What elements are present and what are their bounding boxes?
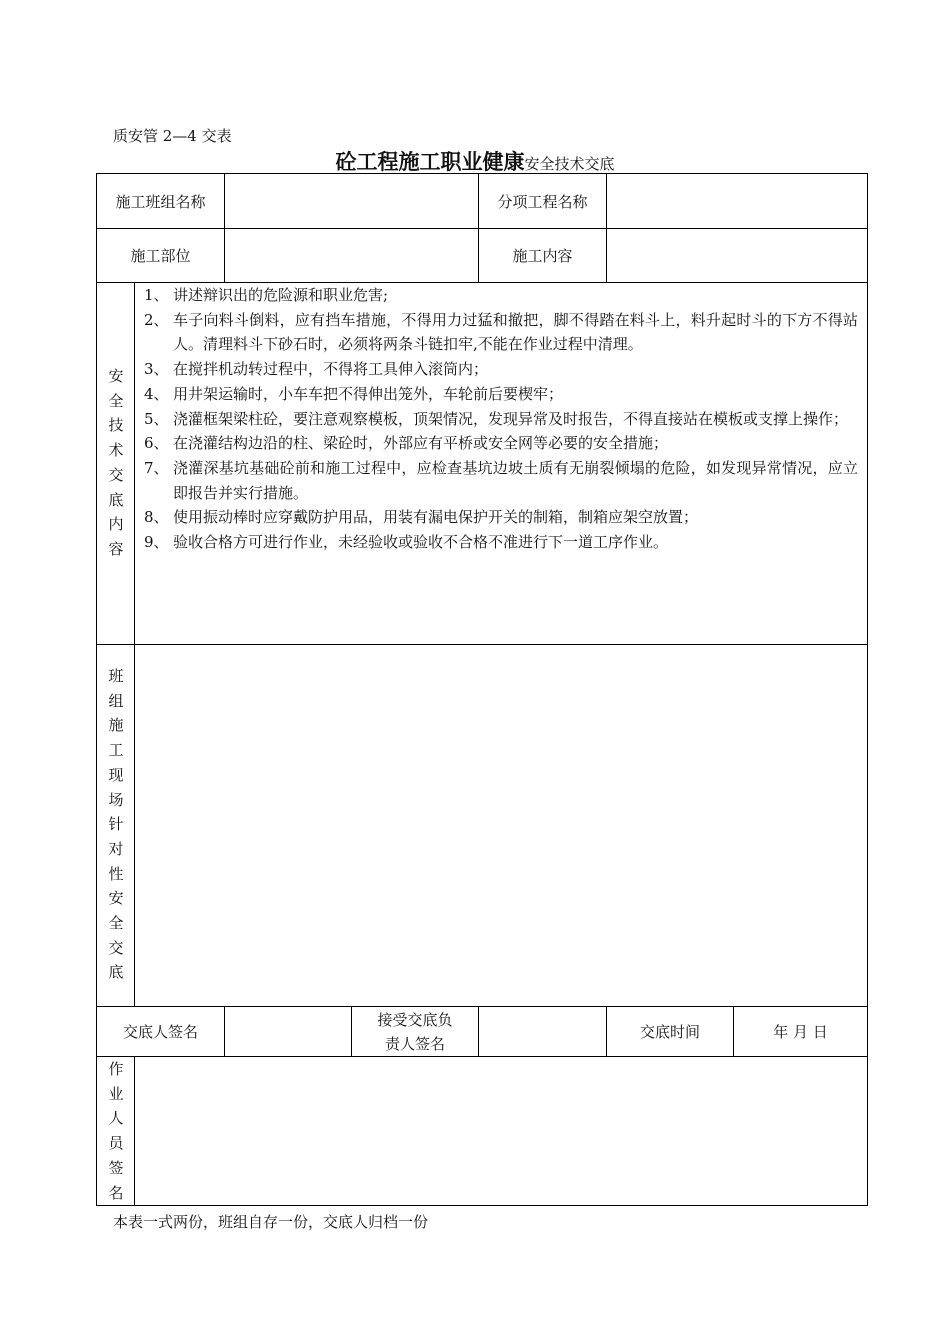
label-char: 底 [108,490,124,509]
item-number: 6、 [144,434,169,453]
label-char: 施 [108,716,124,735]
item-number: 4、 [144,384,169,403]
list-item [144,308,858,357]
label-char: 人 [108,1109,124,1128]
item-number: 7、 [144,458,169,477]
label-char: 工 [108,741,124,760]
label-char: 作 [108,1060,124,1078]
presenter-signature-field[interactable] [225,1007,351,1056]
label-char: 交 [108,938,124,957]
label-char: 组 [108,691,124,710]
item-number: 2、 [144,310,169,329]
receiver-label-line1: 接受交底负 [377,1010,453,1029]
handover-time-label: 交底时间 [639,1023,700,1041]
handover-date-field[interactable]: 年 月 日 [773,1023,828,1041]
site-specific-label [97,664,135,985]
item-number: 3、 [144,360,169,379]
list-item [144,382,858,407]
work-content-label: 施工内容 [512,247,573,265]
item-text: 验收合格方可进行作业，未经验收或验收不合格不准进行下一道工序作业。 [173,533,669,552]
label-char: 班 [108,667,124,685]
label-char: 全 [108,391,124,410]
list-item [144,283,858,308]
title-suffix: 安全技术交底 [524,155,615,173]
item-text: 用井架运输时，小车车把不得伸出笼外，车轮前后要楔牢； [173,384,564,403]
label-char: 业 [108,1084,124,1103]
team-name-field[interactable] [225,174,478,228]
label-char: 内 [108,515,124,534]
item-text: 使用振动棒时应穿戴防护用品，用装有漏电保护开关的制箱，制箱应架空放置； [173,508,699,527]
label-char: 对 [108,839,124,858]
item-text: 在搅拌机动转过程中，不得将工具伸入滚筒内； [173,360,489,379]
form-code: 质安管 2—4 交表 [113,127,232,145]
item-text: 讲述辩识出的危险源和职业危害; [173,286,389,304]
receiver-label-line2: 责人签名 [384,1034,445,1053]
label-char: 交 [108,465,124,484]
receiver-signature-label [352,1007,478,1056]
item-text: 浇灌框架梁柱砼，要注意观察模板，顶架情况，发现异常及时报告，不得直接站在模板或支撑上操作； [173,409,849,428]
label-char: 员 [108,1134,124,1153]
label-char: 名 [108,1183,124,1202]
document-title [0,146,950,176]
item-number: 5、 [144,409,169,428]
item-text: 车子向料斗倒料，应有挡车措施，不得用力过猛和撤把，脚不得踏在料斗上，料升起时斗的下方不得站人。清理料斗下砂石时，必须将两条斗链扣牢,不能在作业过程中清理。 [173,310,858,354]
item-number: 8、 [144,508,169,527]
location-label: 施工部位 [130,247,191,265]
worker-signature-label [97,1057,135,1205]
title-main: 砼工程施工职业健康 [335,149,525,174]
footer-note: 本表一式两份，班组自存一份，交底人归档一份 [113,1213,429,1231]
list-item [144,505,858,530]
label-char: 技 [108,416,124,435]
list-item [144,431,858,456]
label-char: 容 [108,539,124,558]
label-char: 底 [108,963,124,982]
label-char: 现 [108,765,124,784]
label-char: 针 [108,815,124,834]
location-field[interactable] [225,229,478,282]
list-item [144,456,858,505]
presenter-signature-label: 交底人签名 [122,1023,198,1041]
safety-content-label [97,364,135,562]
work-content-field[interactable] [607,229,867,282]
receiver-signature-field[interactable] [479,1007,606,1056]
item-number: 9、 [144,533,169,552]
item-text: 浇灌深基坑基础砼前和施工过程中，应检查基坑边坡土质有无崩裂倾塌的危险，如发现异常情况，应立即报告并实行措施。 [173,458,858,502]
worker-signature-field[interactable] [135,1057,867,1205]
label-char: 安 [108,889,124,908]
label-char: 安 [108,367,124,385]
list-item [144,530,858,555]
item-text: 在浇灌结构边沿的柱、梁砼时，外部应有平桥或安全网等必要的安全措施； [173,434,669,453]
label-char: 全 [108,914,124,933]
label-char: 术 [108,441,124,460]
label-char: 场 [108,790,124,809]
label-char: 签 [108,1158,124,1177]
label-char: 性 [108,864,124,883]
list-item [144,357,858,382]
safety-items-list [144,283,858,555]
item-number: 1、 [144,286,169,304]
list-item [144,407,858,432]
handover-form-table [96,173,868,1206]
subproject-label: 分项工程名称 [497,192,588,211]
subproject-field[interactable] [607,174,867,228]
site-specific-field[interactable] [135,645,867,1006]
team-name-label: 施工班组名称 [115,192,206,211]
